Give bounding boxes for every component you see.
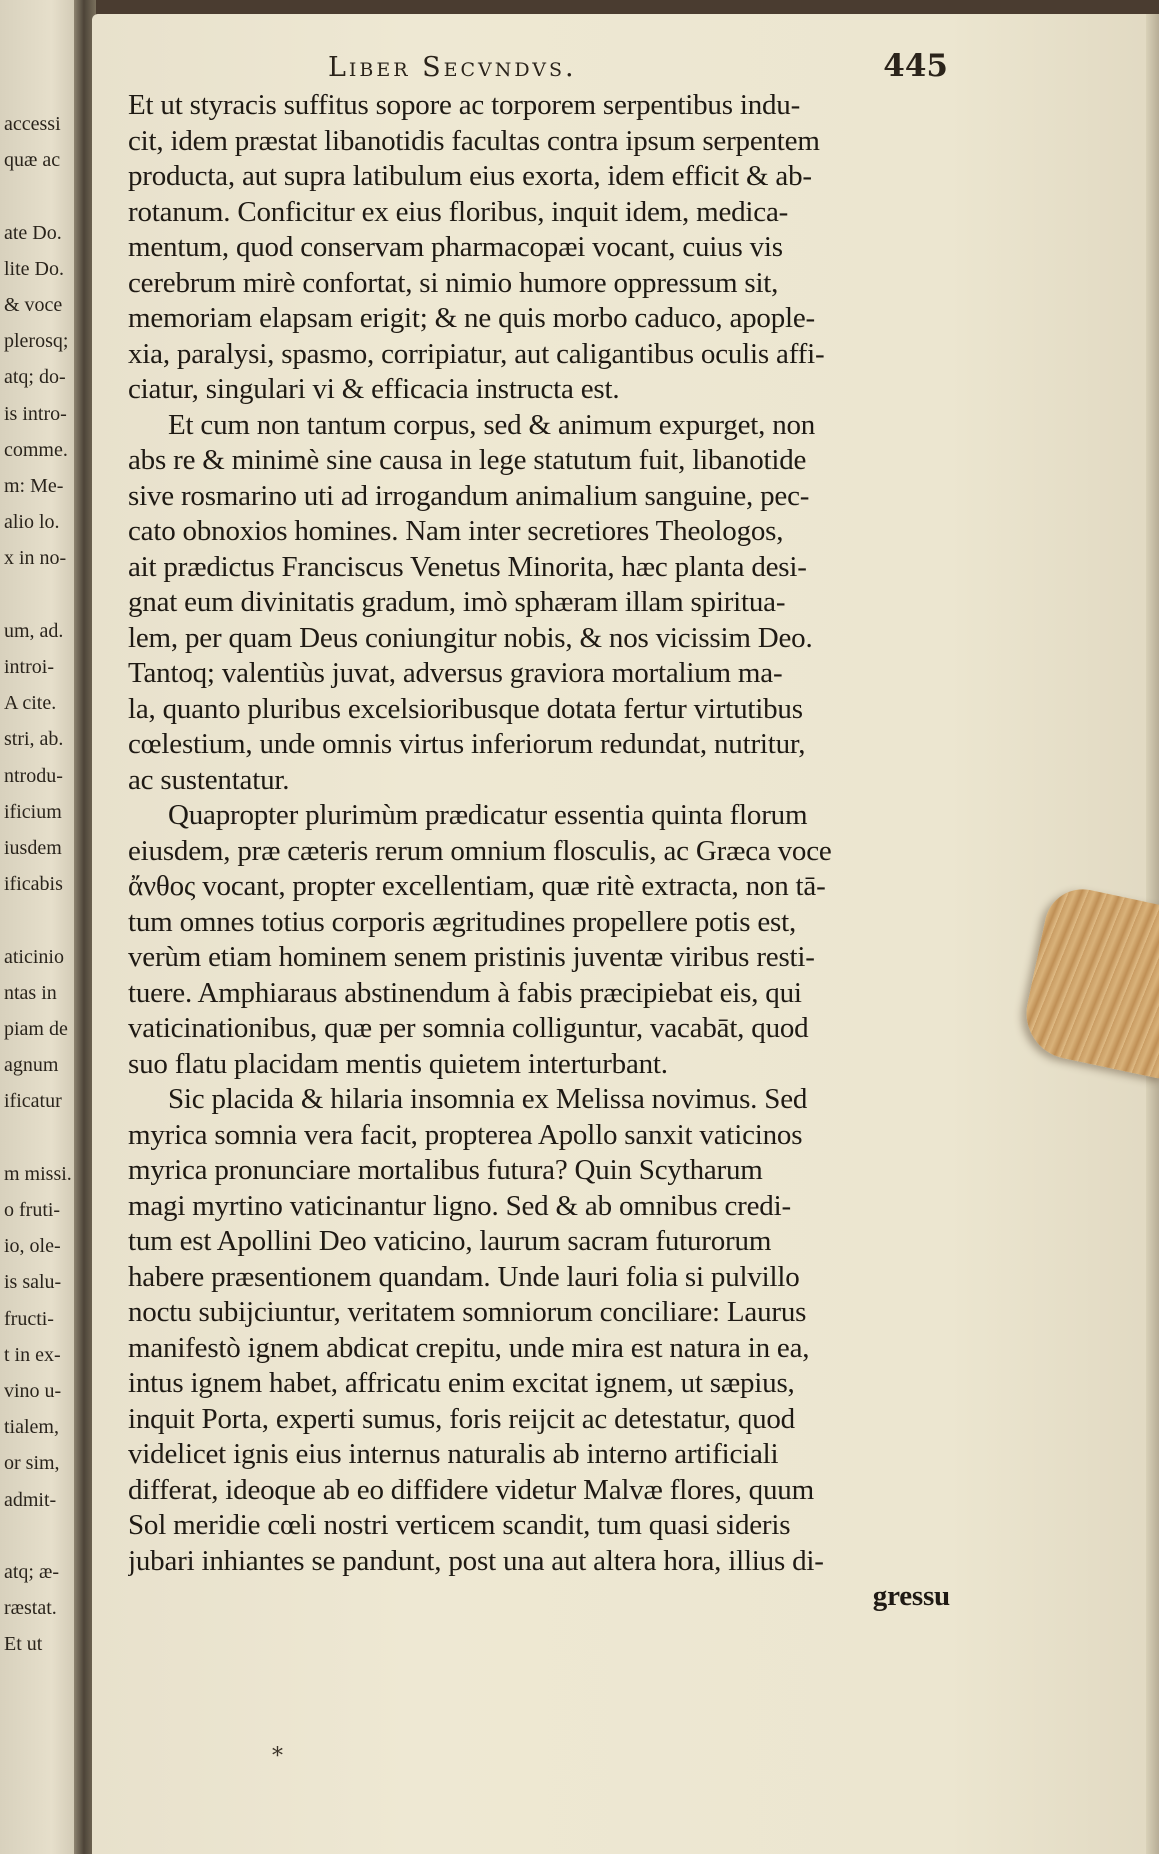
text-line: xia, paralysi, spasmo, corripiatur, aut caligantibus oculis affi-: [128, 337, 825, 370]
text-line: abs re & minimè sine causa in lege statutum fuit, libanotide: [128, 444, 807, 476]
text-line: intus ignem habet, affricatu enim excitat ignem, ut sæpius,: [128, 1367, 795, 1399]
text-line: cit, idem præstat libanotidis facultas contra ipsum serpentem: [128, 124, 820, 157]
text-line: cœlestium, unde omnis virtus inferiorum redundat, nutritur,: [128, 728, 806, 760]
text-line: videlicet ignis eius internus naturalis ab interno artificiali: [128, 1438, 779, 1470]
text-line: gnat eum divinitatis gradum, imò sphæram illam spiritua-: [128, 586, 786, 618]
text-line: magi myrtino vaticinantur ligno. Sed & ab omnibus credi-: [128, 1189, 791, 1222]
text-line: la, quanto pluribus excelsioribusque dotata fertur virtutibus: [128, 692, 803, 725]
left-page-fragment: Et ut: [4, 1633, 43, 1656]
left-page-fragment: piam de: [4, 1018, 68, 1040]
text-line: suo flatu placidam mentis quietem interturbant.: [128, 1047, 668, 1080]
text-line: memoriam elapsam erigit; & ne quis morbo caduco, apople-: [128, 302, 816, 334]
left-page-fragment: ificabis: [4, 873, 63, 896]
footer-mark: *: [272, 1744, 283, 1769]
text-line: noctu subijciuntur, veritatem somniorum conciliare: Laurus: [128, 1296, 807, 1328]
text-line: habere præsentionem quandam. Unde lauri folia si pulvillo: [128, 1260, 800, 1293]
left-page-fragments: [0, 112, 80, 1692]
text-line: myrica somnia vera facit, propterea Apollo sanxit vaticinos: [128, 1118, 803, 1151]
left-page-fragment: is salu-: [4, 1271, 62, 1294]
left-page-fragment: x in no-: [4, 547, 67, 570]
text-line: manifestò ignem abdicat crepitu, unde mira est natura in ea,: [128, 1331, 810, 1364]
text-line: producta, aut supra latibulum eius exorta, idem efficit & ab-: [128, 160, 812, 192]
text-line: mentum, quod conservam pharmacopæi vocant, cuius vis: [128, 231, 783, 263]
left-page-fragment: tialem,: [4, 1416, 59, 1439]
text-line: eiusdem, præ cæteris rerum omnium flosculis, ac Græca voce: [128, 834, 832, 867]
text-line: Tantoq; valentiùs juvat, adversus graviora mortalium ma-: [128, 657, 783, 689]
left-page-fragment: stri, ab.: [4, 728, 64, 751]
left-page-fragment: & voce: [4, 294, 63, 316]
text-line: Sol meridie cœli nostri verticem scandit, tum quasi sideris: [128, 1509, 791, 1541]
left-page-fragment: m: Me-: [4, 475, 64, 497]
text-line: cato obnoxios homines. Nam inter secretiores Theologos,: [128, 515, 784, 547]
left-page-fragment: o fruti-: [4, 1199, 61, 1221]
text-line: Et cum non tantum corpus, sed & animum expurget, non: [168, 408, 816, 441]
left-page-fragment: um, ad.: [4, 619, 64, 642]
left-page-fragment: alio lo.: [4, 511, 60, 534]
left-page-fragment: atq; do-: [4, 366, 66, 389]
left-page-fragment: ificium: [4, 800, 62, 823]
catchword: gressu: [872, 1580, 950, 1612]
left-page-fragment: aticinio: [4, 945, 64, 968]
left-page-fragment: iusdem: [4, 837, 62, 859]
text-line: cerebrum mirè confortat, si nimio humore oppressum sit,: [128, 266, 779, 299]
text-line: differat, ideoque ab eo diffidere videtur Malvæ flores, quum: [128, 1473, 814, 1506]
left-page-fragment: ate Do.: [4, 221, 62, 244]
text-line: inquit Porta, experti sumus, foris reijcit ac detestatur, quod: [128, 1402, 795, 1435]
text-line: vaticinationibus, quæ per somnia colliguntur, vacabāt, quod: [128, 1012, 809, 1044]
left-page-fragment: admit-: [4, 1488, 57, 1511]
text-line: myrica pronunciare mortalibus futura? Quin Scytharum: [128, 1154, 763, 1186]
running-head: Liber Secvndvs.: [328, 52, 577, 83]
text-line: ac sustentatur.: [128, 763, 290, 796]
left-page-fragment: ificatur: [4, 1090, 62, 1113]
left-page-fragment: is intro-: [4, 402, 67, 425]
left-page-fragment: agnum: [4, 1054, 59, 1077]
left-page-fragment: comme.: [4, 438, 68, 461]
left-page-fragment: introi-: [4, 656, 54, 678]
text-line: tuere. Amphiaraus abstinendum à fabis præcipiebat eis, qui: [128, 976, 802, 1009]
text-line: ciatur, singulari vi & efficacia instructa est.: [128, 373, 620, 405]
left-page-fragment: t in ex-: [4, 1343, 61, 1366]
text-line: ait prædictus Franciscus Venetus Minorita, hæc planta desi-: [128, 550, 807, 583]
text-line: jubari inhiantes se pandunt, post una aut altera hora, illius di-: [128, 1544, 824, 1577]
text-line: tum est Apollini Deo vaticino, laurum sacram futurorum: [128, 1225, 772, 1257]
left-page-fragment: quæ ac: [4, 149, 61, 172]
left-page-fragment: fructi-: [4, 1307, 54, 1330]
left-page-fragment: ræstat.: [4, 1597, 57, 1620]
page-number: 445: [883, 48, 948, 84]
text-line: Et ut styracis suffitus sopore ac torporem serpentibus indu-: [128, 89, 801, 121]
left-page-fragment: m missi.: [4, 1162, 72, 1185]
left-page-fragment: io, ole-: [4, 1235, 61, 1258]
left-page-fragment: vino u-: [4, 1380, 62, 1402]
text-line: verùm etiam hominem senem pristinis juventæ viribus resti-: [128, 941, 815, 973]
text-line: Sic placida & hilaria insomnia ex Melissa novimus. Sed: [168, 1083, 808, 1115]
text-line: sive rosmarino uti ad irrogandum animalium sanguine, pec-: [128, 479, 810, 512]
text-line: tum omnes totius corporis ægritudines propellere potis est,: [128, 905, 797, 938]
left-page-fragment: atq; æ-: [4, 1561, 59, 1583]
text-line: lem, per quam Deus coniungitur nobis, & nos vicissim Deo.: [128, 621, 813, 654]
body-text: [128, 88, 950, 1615]
left-page-fragment: or sim,: [4, 1452, 60, 1475]
text-line: Quapropter plurimùm prædicatur essentia quinta florum: [168, 799, 808, 831]
left-page-fragment: A cite.: [4, 692, 57, 715]
page-header: [128, 48, 948, 92]
text-line: ἄνθος vocant, propter excellentiam, quæ ritè extracta, non tā-: [128, 870, 826, 902]
left-page-fragment: lite Do.: [4, 257, 64, 280]
left-page-fragment: accessi: [4, 113, 61, 135]
left-page-fragment: plerosq;: [4, 330, 69, 353]
text-line: rotanum. Conficitur ex eius floribus, inquit idem, medica-: [128, 195, 789, 228]
left-page-fragment: ntrodu-: [4, 764, 63, 787]
left-page-fragment: ntas in: [4, 981, 57, 1004]
